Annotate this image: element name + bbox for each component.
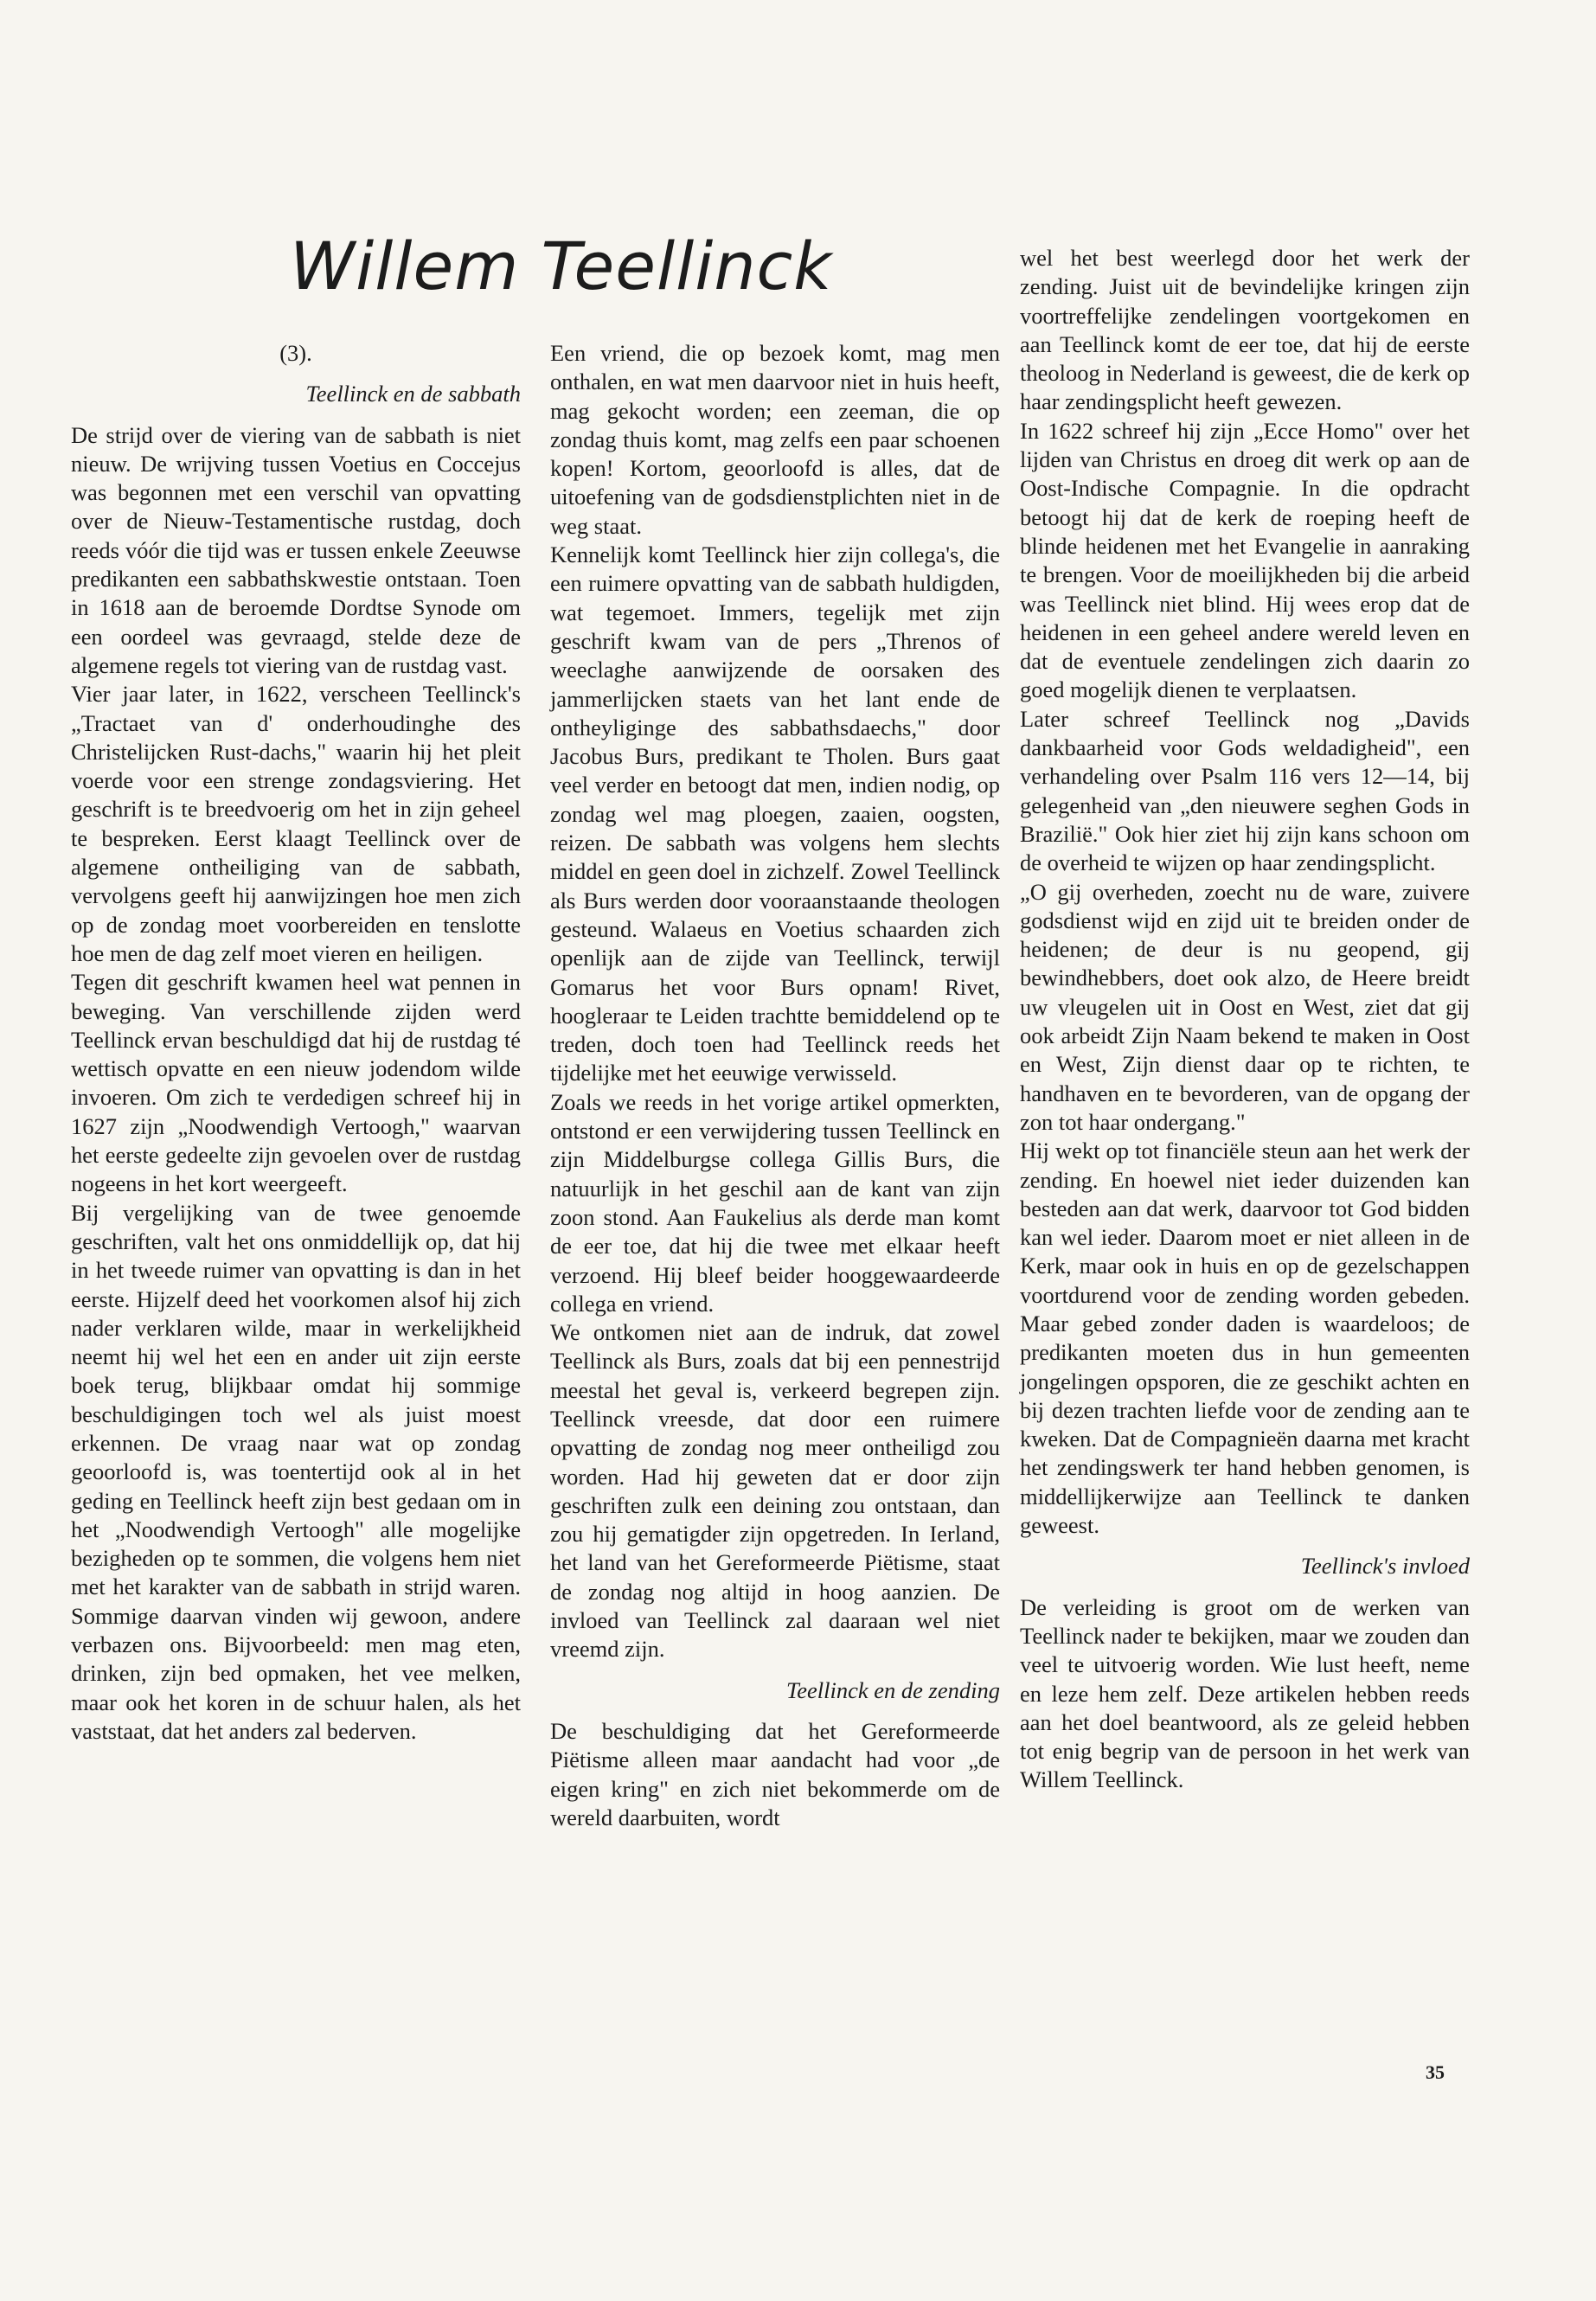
column-2	[550, 339, 1000, 1832]
paragraph: De strijd over de viering van de sabbath is niet nieuw. De wrijving tussen Voetius en Coccejus was begonnen met een verschil van opvatting over de Nieuw-Testamentische rustdag, doch reeds vóór die tijd was er tussen enkele Zeeuwse predikanten een sabbathskwestie ontstaan. Toen in 1618 aan de beroemde Dordtse Synode om een oordeel was gevraagd, stelde deze de algemene regels tot viering van de rustdag vast.	[71, 421, 521, 678]
paragraph: Bij vergelijking van de twee genoemde geschriften, valt het ons onmiddellijk op, dat hij in het tweede ruimer van opvatting is dan in het eerste. Hijzelf deed het voorkomen alsof hij zich nader verklaren wilde, maar in werkelijkheid neemt hij wel het een en ander uit zijn eerste boek terug, blijkbaar omdat hij sommige beschuldigingen toch wel als juist moest erkennen. De vraag naar wat op zondag geoorloofd is, was toentertijd ook al in het geding en Teellinck heeft zijn best gedaan om in het „Noodwendigh Vertoogh" alle mogelijke bezigheden op te sommen, die volgens hem niet met het karakter van de sabbath in strijd waren. Sommige daarvan vinden wij gewoon, andere verbazen ons. Bijvoorbeeld: men mag eten, drinken, zijn bed opmaken, het vee melken, maar ook het koren in de schuur halen, als het vaststaat, dat het anders zal bederven.	[71, 1199, 521, 1744]
paragraph: „O gij overheden, zoecht nu de ware, zuivere godsdienst wijd en zijd uit te breiden onder de heidenen; de deur is nu geopend, gij bewindhebbers, doet ook alzo, de Heere breidt uw vleugelen uit in Oost en West, ziet dat gij ook arbeidt Zijn Naam bekend te maken in Oost en West, Zijn dienst daar op te richten, te handhaven en te bevorderen, van de opgang der zon tot haar ondergang."	[1020, 878, 1470, 1135]
article-title: Willem Teellinck	[290, 228, 833, 304]
part-number: (3).	[279, 340, 312, 366]
paragraph: Later schreef Teellinck nog „Davids dankbaarheid voor Gods weldadigheid", een verhandeling over Psalm 116 vers 12—14, bij gelegenheid van „den nieuwere seghen Gods in Brazilië." Ook hier ziet hij zijn kans schoon om de overheid te wijzen op haar zendingsplicht.	[1020, 705, 1470, 876]
paragraph: De beschuldiging dat het Gereformeerde Piëtisme alleen maar aandacht had voor „de eigen kring" en zich niet bekommerde om de wereld daarbuiten, wordt	[550, 1717, 1000, 1830]
paragraph: Kennelijk komt Teellinck hier zijn collega's, die een ruimere opvatting van de sabbath huldigden, wat tegemoet. Immers, tegelijk met zijn geschrift kwam van de pers „Threnos of weeclaghe aanwijzende de oorsaken des jammerlijcken staets van het lant ende de ontheyliginge des sabbathsdaechs," door Jacobus Burs, predikant te Tholen. Burs gaat veel verder en betoogt dat men, indien nodig, op zondag wel mag ploegen, zaaien, oogsten, reizen. De sabbath was volgens hem slechts middel en geen doel in zichzelf. Zowel Teellinck als Burs werden door vooraanstaande theologen gesteund. Walaeus en Voetius schaarden zich openlijk aan de zijde van Teellinck, terwijl Gomarus het voor Burs opnam! Rivet, hoogleraar te Leiden trachtte bemiddelend op te treden, doch toen had Teellinck reeds het tijdelijke met het eeuwige verwisseld.	[550, 542, 1000, 1086]
paragraph: Hij wekt op tot financiële steun aan het werk der zending. En hoewel niet ieder duizenden kan besteden aan dat werk, daarvoor tot God bidden kan wel ieder. Daarom moet er niet alleen in de Kerk, maar ook in huis en op de gezelschappen voortdurend voor de zending worden gebeden. Maar gebed zonder daden is waardeloos; de predikanten moeten dus in hun gemeenten jongelingen opsporen, die ze geschikt achten en bij dezen trachten liefde voor de zending aan te kweken. Dat de Compagnieën daarna met kracht het zendingswerk ter hand hebben genomen, is middellijkerwijze aan Teellinck te danken geweest.	[1020, 1138, 1470, 1539]
page-number: 35	[1426, 2061, 1445, 2083]
column-1	[71, 339, 521, 1746]
paragraph: Vier jaar later, in 1622, verscheen Teellinck's „Tractaet van d' onderhoudinghe des Christelijcken Rust-dachs," waarin hij het pleit voerde voor een strenge zondagsviering. Het geschrift is te breedvoerig om het in zijn geheel te bespreken. Eerst klaagt Teellinck over de algemene ontheiliging van de sabbath, vervolgens geeft hij aanwijzingen hoe men zich op de zondag moet voorbereiden en tenslotte hoe men de dag zelf moet vieren en heiligen.	[71, 681, 521, 966]
paragraph: wel het best weerlegd door het werk der zending. Juist uit de bevindelijke kringen zijn voortreffelijke zendelingen voortgekomen en aan Teellinck komt de eer toe, dat hij de eerste theoloog in Nederland is geweest, die de kerk op haar zendingsplicht heeft gewezen.	[1020, 245, 1470, 415]
paragraph: In 1622 schreef hij zijn „Ecce Homo" over het lijden van Christus en droeg dit werk op aan de Oost-Indische Compagnie. In die opdracht betoogt hij dat de kerk de roeping heeft de blinde heidenen met het Evangelie in aanraking te brengen. Voor de moeilijkheden bij die arbeid was Teellinck niet blind. Hij wees erop dat de heidenen in een geheel andere wereld leven en dat de eventuele zendelingen zich daarin zo goed mogelijk dienen te verplaatsen.	[1020, 417, 1470, 703]
paragraph: Zoals we reeds in het vorige artikel opmerkten, ontstond er een verwijdering tussen Teellinck en zijn Middelburgse collega Gillis Burs, die natuurlijk in het geschil aan de kant van zijn zoon stond. Aan Faukelius als derde man komt de eer toe, dat hij die twee met elkaar heeft verzoend. Hij bleef beider hooggewaardeerde collega en vriend.	[550, 1088, 1000, 1317]
paragraph: Een vriend, die op bezoek komt, mag men onthalen, en wat men daarvoor niet in huis heeft, mag gekocht worden; een zeeman, die op zondag thuis komt, mag zelfs een paar schoenen kopen! Kortom, geoorloofd is alles, dat de uitoefening van de godsdienstplichten niet in de weg staat.	[550, 340, 1000, 539]
section-heading-sabbath: Teellinck en de sabbath	[305, 381, 521, 407]
paragraph: We ontkomen niet aan de indruk, dat zowel Teellinck als Burs, zoals dat bij een pennestrijd meestal het geval is, verkeerd begrepen zijn. Teellinck vreesde, dat door een ruimere opvatting de zondag nog meer ontheiligd zou worden. Had hij geweten dat er door zijn geschriften zulk een deining zou ontstaan, dan zou hij gematigder zijn opgetreden. In Ierland, het land van het Gereformeerde Piëtisme, staat de zondag nog altijd in hoog aanzien. De invloed van Teellinck zal daaraan wel niet vreemd zijn.	[550, 1319, 1000, 1663]
paragraph: Tegen dit geschrift kwamen heel wat pennen in beweging. Van verschillende zijden werd Teellinck ervan beschuldigd dat hij de rustdag té wettisch opvatte en een nieuw jodendom wilde invoeren. Om zich te verdedigen schreef hij in 1627 zijn „Noodwendigh Vertoogh," waarvan het eerste gedeelte zijn gevoelen over de rustdag nogeens in het kort weergeeft.	[71, 969, 521, 1197]
section-heading-zending: Teellinck en de zending	[785, 1676, 1000, 1703]
section-heading-invloed: Teellinck's invloed	[1300, 1553, 1470, 1580]
column-3	[1020, 244, 1470, 1795]
paragraph: De verleiding is groot om de werken van Teellinck nader te bekijken, maar we zouden dan veel te uitvoerig worden. Wie lust heeft, neme en leze hem zelf. Deze artikelen hebben reeds aan het doel beantwoord, als ze geleid hebben tot enig begrip van de persoon in het werk van Willem Teellinck.	[1020, 1593, 1470, 1793]
